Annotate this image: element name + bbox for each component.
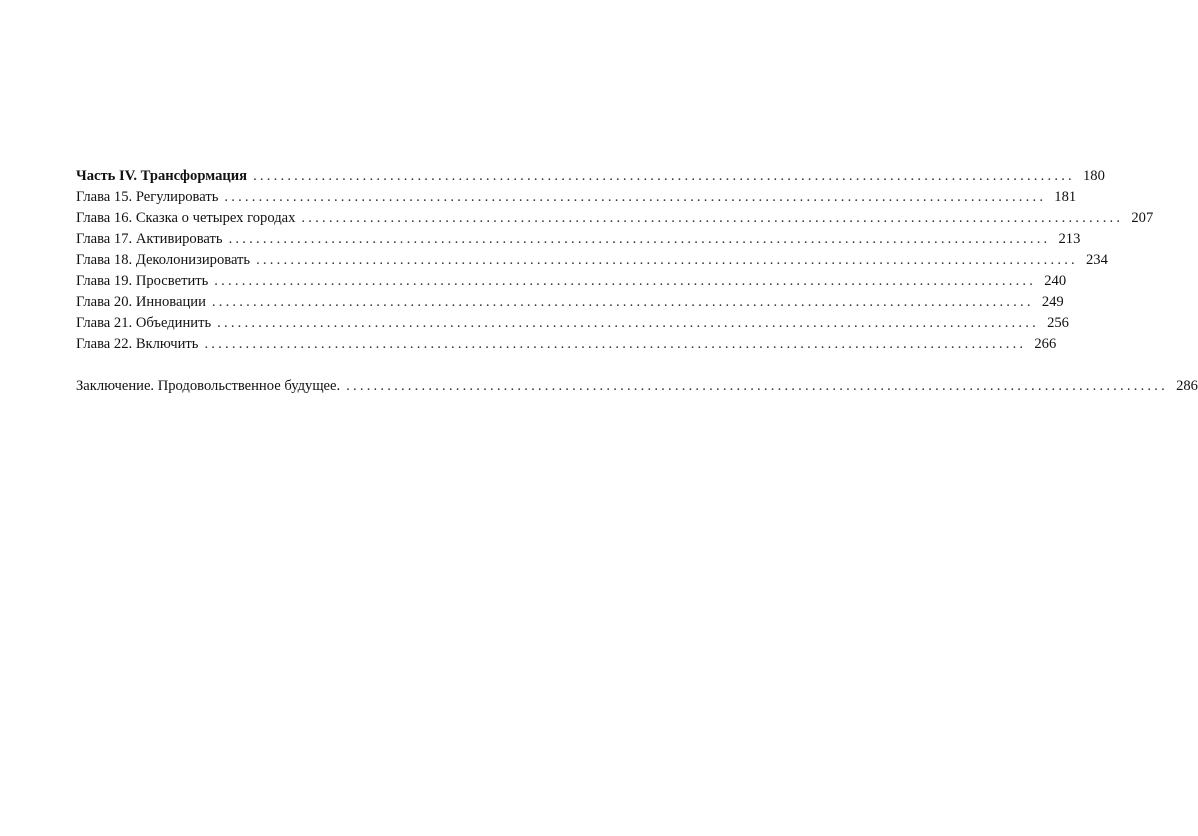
toc-page-number: 234 bbox=[1086, 252, 1108, 268]
toc-chapter-entry bbox=[76, 250, 1108, 271]
toc-chapter-title: Глава 20. Инновации bbox=[76, 294, 206, 310]
toc-page-number: 240 bbox=[1044, 273, 1067, 289]
toc-leader-dots: ........................................................................................................................ bbox=[204, 336, 1027, 352]
toc-chapter-entry bbox=[76, 208, 1154, 229]
toc-page-number: 181 bbox=[1054, 189, 1077, 205]
toc-chapter-entry bbox=[76, 313, 1069, 334]
toc-leader-dots: ........................................................................................................................ bbox=[301, 210, 1124, 226]
toc-leader-dots: ........................................................................................................................ bbox=[346, 378, 1168, 394]
toc-part-title: Часть IV. Трансформация bbox=[76, 168, 248, 184]
toc-page-number: 207 bbox=[1131, 210, 1154, 226]
toc-page-number: 256 bbox=[1047, 315, 1069, 331]
toc-chapter-entry bbox=[76, 229, 1081, 250]
toc-chapter-title: Глава 17. Активировать bbox=[76, 231, 223, 247]
toc-chapter-title: Глава 16. Сказка о четырех городах bbox=[76, 210, 296, 226]
toc-page-number: 213 bbox=[1058, 231, 1081, 247]
toc-leader-dots: ........................................................................................................................ bbox=[211, 294, 1034, 310]
toc-leader-dots: ........................................................................................................................ bbox=[256, 252, 1078, 268]
toc-leader-dots: ........................................................................................................................ bbox=[253, 168, 1075, 184]
table-of-contents bbox=[76, 166, 1198, 397]
toc-chapter-entry bbox=[76, 271, 1067, 292]
toc-leader-dots: ........................................................................................................................ bbox=[228, 231, 1051, 247]
toc-chapter-title: Глава 15. Регулировать bbox=[76, 189, 219, 205]
toc-page-number: 266 bbox=[1034, 336, 1057, 352]
toc-leader-dots: ........................................................................................................................ bbox=[224, 189, 1047, 205]
toc-chapter-entry bbox=[76, 187, 1077, 208]
toc-chapter-title: Глава 18. Деколонизировать bbox=[76, 252, 251, 268]
toc-chapter-title: Глава 21. Объединить bbox=[76, 315, 212, 331]
toc-chapter-entry bbox=[76, 334, 1057, 355]
toc-page-number: 286 bbox=[1176, 378, 1198, 394]
toc-leader-dots: ........................................................................................................................ bbox=[217, 315, 1039, 331]
toc-part-entry bbox=[76, 166, 1105, 187]
toc-chapter-entry bbox=[76, 292, 1064, 313]
toc-chapter-title: Глава 22. Включить bbox=[76, 336, 199, 352]
toc-page-number: 180 bbox=[1083, 168, 1105, 184]
toc-leader-dots: ........................................................................................................................ bbox=[214, 273, 1037, 289]
toc-page-number: 249 bbox=[1041, 294, 1064, 310]
toc-chapter-title: Глава 19. Просветить bbox=[76, 273, 209, 289]
toc-conclusion-entry bbox=[76, 376, 1198, 397]
toc-spacer bbox=[76, 355, 516, 376]
toc-conclusion-title: Заключение. Продовольственное будущее. bbox=[76, 378, 341, 394]
